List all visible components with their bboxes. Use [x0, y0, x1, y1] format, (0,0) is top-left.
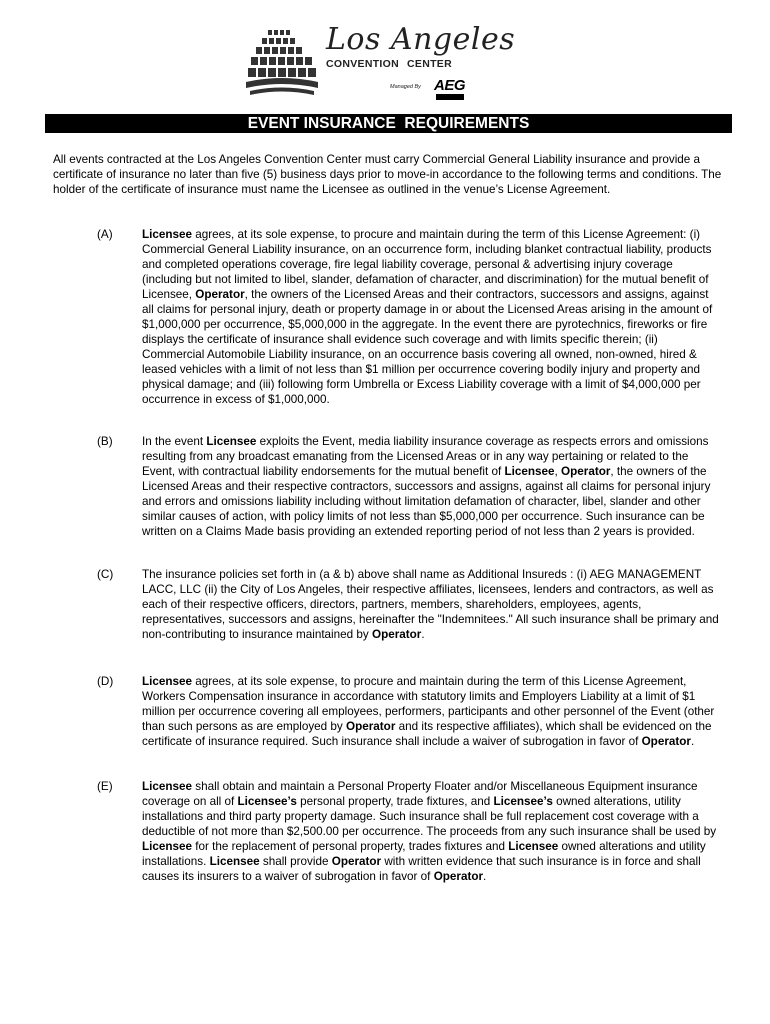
clause-label: (D): [97, 675, 114, 688]
aeg-logo: AEG: [434, 77, 466, 94]
lacc-logo: [246, 22, 516, 104]
clause-label: (A): [97, 228, 113, 241]
clause-text: In the event Licensee exploits the Event, media liability insurance coverage as respects errors and omissions resulting from any broadcast emanating from the Licensed Areas or in any way pertaining or related to the Event, with contractual liability endorsements for the mutual benefit of Licensee, Operator, the owners of the Licensed Areas and their respective contractors, successors and assigns, against all claims for personal injury and errors and omissions liability including without limitation defamation of character, libel, slander and other similar causes of action, with policy limits of not less than $5,000,000 per occurrence. Such insurance can be written on a Claims Made basis providing an extended reporting period of not less than 2 years is provided.: [142, 435, 711, 538]
clause-text: Licensee agrees, at its sole expense, to procure and maintain during the term of this License Agreement, Workers Compensation insurance in accordance with statutory limits and Employers Liability at a limit of $1 million per occurrence covering all employees, performers, participants and other personnel of the Event (other than such persons as are employed by Operator and its respective affiliates), which shall be evidenced on the certificate of insurance required. Such insurance shall include a waiver of subrogation in favor of Operator.: [142, 675, 715, 748]
aeg-underline: [436, 94, 464, 100]
clause-text: Licensee shall obtain and maintain a Personal Property Floater and/or Miscellaneous Equipment insurance coverage on all of Licensee’s personal property, trade fixtures, and Licensee’s owned alterations, utility installations and third party property damage. Such insurance shall be full replacement cost coverage with a deductible of not more than $2,500.00 per occurrence. The proceeds from any such insurance shall be used by Licensee for the replacement of personal property, trades fixtures and Licensee owned alterations and utility installations. Licensee shall provide Operator with written evidence that such insurance is in force and shall causes its insurers to a waiver of subrogation in favor of Operator.: [142, 780, 717, 883]
intro-paragraph: All events contracted at the Los Angeles Convention Center must carry Commercial General Liability insurance and provide a certificate of insurance no later than five (5) business days prior to move-in accordance to the following terms and conditions. The holder of the certificate of insurance must name the Licensee as outlined in the venue’s License Agreement.: [53, 153, 722, 196]
page-title: EVENT INSURANCE REQUIREMENTS: [45, 114, 732, 133]
logo-subtitle: CONVENTION CENTER: [326, 58, 452, 70]
clause-text: Licensee agrees, at its sole expense, to procure and maintain during the term of this License Agreement: (i) Commercial General Liability insurance, on an occurrence form, including blanket contractual liability, products and completed operations coverage, fire legal liability coverage, personal & advertising injury coverage (including but not limited to libel, slander, defamation of character, and discrimination) for the mutual benefit of Licensee, Operator, the owners of the Licensed Areas and their contractors, successors and assigns, against all claims for personal injury, death or property damage in or about the Licensed Areas arising in the amount of $1,000,000 per occurrence, $5,000,000 in the aggregate. In the event there are pyrotechnics, fireworks or fire displays the certificate of insurance shall evidence such coverage and with limits specific therein; (ii) Commercial Automobile Liability insurance, on an occurrence basis covering all owned, non-owned, hired & leased vehicles with a limit of not less than $1 million per occurrence covering bodily injury and property and physical damage; and (iii) following form Umbrella or Excess Liability coverage with a limit of $4,000,000 per occurrence in excess of $1,000,000.: [142, 228, 713, 406]
clause-label: (C): [97, 568, 114, 581]
logo-wordmark: Los Angeles: [326, 22, 516, 57]
convention-center-building-icon: [246, 28, 318, 98]
clause-label: (E): [97, 780, 113, 793]
managed-by-label: Managed By: [390, 84, 421, 90]
clause-text: The insurance policies set forth in (a & b) above shall name as Additional Insureds : (i) AEG MANAGEMENT LACC, LLC (ii) the City of Los Angeles, their respective affiliates, licensees, lenders and contractors, as well as each of their respective officers, directors, partners, members, shareholders, employees, agents, representatives, successors and assigns, hereinafter the "Indemnitees." All such insurance shall be primary and non-contributing to insurance maintained by Operator.: [142, 568, 719, 641]
clause-label: (B): [97, 435, 113, 448]
